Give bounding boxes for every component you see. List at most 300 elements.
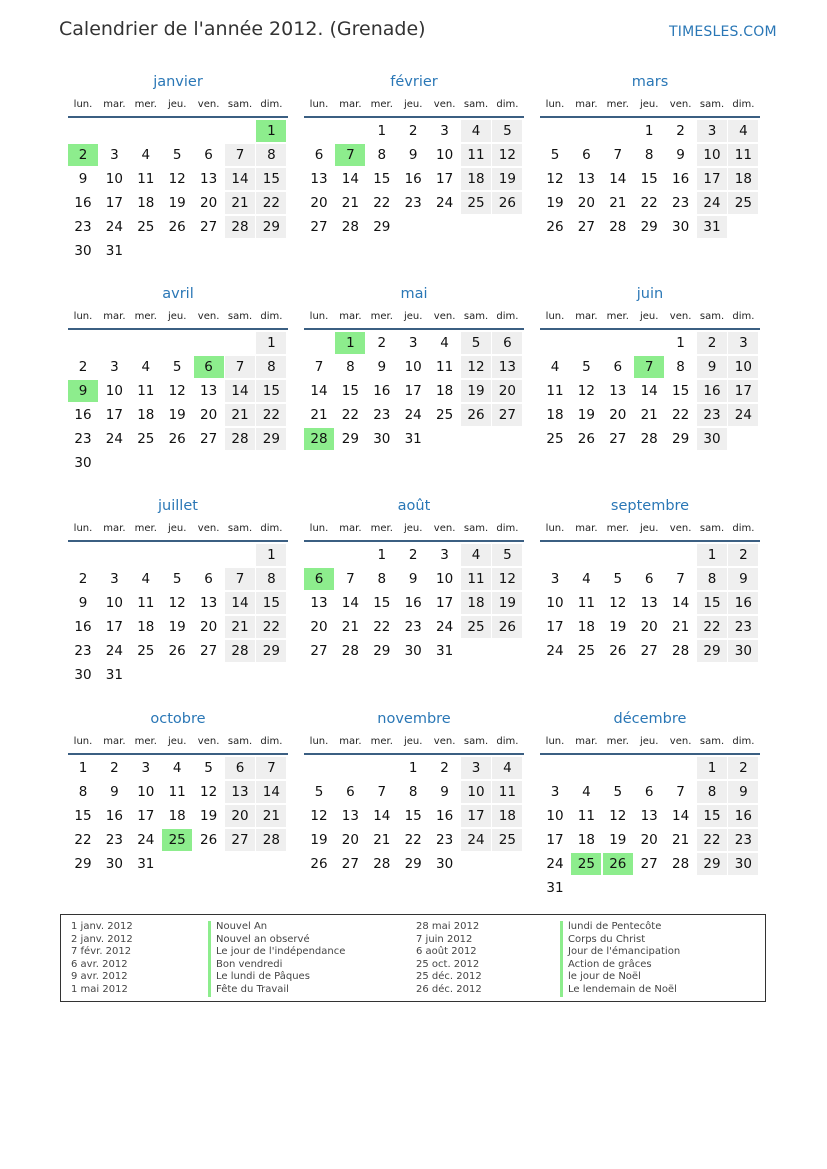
- day-cell: 17: [436, 595, 454, 611]
- month-name: décembre: [613, 711, 687, 727]
- day-cell: 7: [225, 568, 255, 590]
- weekday-header: mar.: [575, 736, 598, 747]
- day-cell: 22: [640, 195, 658, 211]
- day-cell: 5: [204, 760, 213, 776]
- weekday-header: dim.: [496, 99, 519, 110]
- day-cell: 17: [105, 195, 123, 211]
- day-cell: 12: [200, 784, 218, 800]
- legend-holiday-name: Action de grâces: [560, 959, 680, 972]
- day-cell: 20: [341, 832, 359, 848]
- day-cell: 16: [728, 805, 758, 827]
- day-cell: 24: [728, 404, 758, 426]
- day-cell: 22: [256, 192, 286, 214]
- day-cell: 4: [582, 784, 591, 800]
- day-cell: 30: [74, 243, 92, 259]
- day-cell: 12: [168, 383, 186, 399]
- weekday-header: mer.: [606, 523, 629, 534]
- day-cell: 30: [697, 428, 727, 450]
- day-cell: 8: [377, 147, 387, 163]
- day-cell: 13: [577, 171, 595, 187]
- day-cell: 15: [256, 168, 286, 190]
- weekday-header: jeu.: [403, 311, 423, 322]
- weekday-header: sam.: [463, 736, 489, 747]
- header-divider: [304, 328, 524, 330]
- day-cell: 19: [168, 619, 186, 635]
- day-cell: 19: [168, 195, 186, 211]
- weekday-header: ven.: [197, 736, 220, 747]
- day-cell: 11: [546, 383, 564, 399]
- day-cell: 21: [341, 195, 359, 211]
- day-cell: 26: [609, 643, 627, 659]
- weekday-header: dim.: [732, 736, 755, 747]
- day-cell: 25: [436, 407, 454, 423]
- weekday-header: lun.: [73, 311, 93, 322]
- day-cell: 20: [225, 805, 255, 827]
- holiday-day-cell: 25: [571, 853, 601, 875]
- weekday-header: mer.: [134, 311, 157, 322]
- weekday-header: ven.: [669, 99, 692, 110]
- legend-dates-right: [416, 921, 482, 997]
- day-cell: 13: [310, 171, 328, 187]
- day-cell: 11: [492, 781, 522, 803]
- day-cell: 12: [310, 808, 328, 824]
- day-cell: 14: [609, 171, 627, 187]
- day-cell: 21: [373, 832, 391, 848]
- weekday-header: dim.: [496, 523, 519, 534]
- day-cell: 26: [200, 832, 218, 848]
- weekday-header: ven.: [433, 523, 456, 534]
- day-cell: 3: [550, 571, 560, 587]
- day-cell: 16: [436, 808, 454, 824]
- day-cell: 19: [461, 380, 491, 402]
- day-cell: 16: [373, 383, 391, 399]
- day-cell: 6: [644, 784, 654, 800]
- day-cell: 15: [697, 805, 727, 827]
- day-cell: 20: [609, 407, 627, 423]
- weekday-header: jeu.: [639, 99, 659, 110]
- weekday-header: jeu.: [167, 523, 187, 534]
- day-cell: 16: [672, 171, 690, 187]
- day-cell: 26: [577, 431, 595, 447]
- month-name: juin: [636, 286, 664, 302]
- weekday-header: mer.: [370, 99, 393, 110]
- day-cell: 26: [461, 404, 491, 426]
- day-cell: 23: [404, 619, 422, 635]
- day-cell: 18: [168, 808, 186, 824]
- day-cell: 26: [310, 856, 328, 872]
- day-cell: 8: [377, 571, 387, 587]
- day-cell: 11: [577, 808, 595, 824]
- weekday-header: sam.: [227, 99, 253, 110]
- day-cell: 2: [440, 760, 449, 776]
- day-cell: 11: [137, 171, 155, 187]
- day-cell: 12: [546, 171, 564, 187]
- day-cell: 7: [613, 147, 623, 163]
- day-cell: 15: [74, 808, 92, 824]
- weekday-header: mar.: [103, 736, 126, 747]
- day-cell: 31: [404, 431, 422, 447]
- day-cell: 28: [256, 829, 286, 851]
- header-divider: [304, 753, 524, 755]
- day-cell: 28: [609, 219, 627, 235]
- legend-date: 9 avr. 2012: [71, 971, 128, 983]
- day-cell: 5: [613, 784, 623, 800]
- day-cell: 10: [105, 171, 123, 187]
- day-cell: 16: [74, 195, 92, 211]
- day-cell: 5: [172, 571, 182, 587]
- month-name: novembre: [377, 711, 451, 727]
- weekday-header: mer.: [606, 736, 629, 747]
- day-cell: 13: [492, 356, 522, 378]
- day-cell: 10: [546, 808, 564, 824]
- day-cell: 13: [640, 808, 658, 824]
- day-cell: 9: [110, 784, 119, 800]
- day-cell: 23: [74, 643, 92, 659]
- weekday-header: dim.: [732, 99, 755, 110]
- day-cell: 9: [408, 147, 418, 163]
- day-cell: 1: [256, 332, 286, 354]
- day-cell: 30: [436, 856, 454, 872]
- day-cell: 5: [172, 359, 182, 375]
- legend-date: 6 avr. 2012: [71, 958, 128, 970]
- day-cell: 25: [137, 219, 155, 235]
- day-cell: 20: [492, 380, 522, 402]
- day-cell: 15: [697, 592, 727, 614]
- day-cell: 5: [550, 147, 560, 163]
- day-cell: 18: [137, 407, 155, 423]
- header-divider: [68, 328, 288, 330]
- weekday-header: dim.: [496, 736, 519, 747]
- day-cell: 26: [168, 643, 186, 659]
- header-divider: [540, 116, 760, 118]
- header-divider: [68, 753, 288, 755]
- day-cell: 21: [310, 407, 328, 423]
- day-cell: 21: [672, 619, 690, 635]
- day-cell: 22: [373, 195, 391, 211]
- header-divider: [540, 328, 760, 330]
- day-cell: 20: [640, 619, 658, 635]
- day-cell: 13: [200, 171, 218, 187]
- day-cell: 27: [640, 856, 658, 872]
- day-cell: 24: [404, 407, 422, 423]
- day-cell: 15: [373, 171, 391, 187]
- day-cell: 27: [640, 643, 658, 659]
- weekday-header: mar.: [339, 523, 362, 534]
- weekday-header: sam.: [227, 311, 253, 322]
- day-cell: 15: [373, 595, 391, 611]
- day-cell: 19: [609, 832, 627, 848]
- weekday-header: ven.: [669, 523, 692, 534]
- legend-holiday-name: Le lendemain de Noël: [560, 984, 680, 997]
- day-cell: 20: [310, 619, 328, 635]
- legend-holiday-name: Nouvel An: [208, 921, 345, 934]
- day-cell: 16: [728, 592, 758, 614]
- weekday-header: dim.: [260, 523, 283, 534]
- weekday-header: mar.: [339, 736, 362, 747]
- weekday-header: mar.: [575, 523, 598, 534]
- day-cell: 5: [461, 332, 491, 354]
- legend-holiday-name: Nouvel an observé: [208, 934, 345, 947]
- weekday-header: sam.: [699, 523, 725, 534]
- weekday-header: sam.: [699, 311, 725, 322]
- day-cell: 21: [640, 407, 658, 423]
- day-cell: 4: [141, 571, 151, 587]
- day-cell: 31: [105, 667, 123, 683]
- day-cell: 3: [110, 571, 119, 587]
- day-cell: 16: [697, 380, 727, 402]
- day-cell: 19: [200, 808, 218, 824]
- weekday-header: sam.: [699, 736, 725, 747]
- day-cell: 1: [676, 335, 685, 351]
- day-cell: 14: [256, 781, 286, 803]
- day-cell: 3: [440, 547, 449, 563]
- day-cell: 5: [582, 359, 591, 375]
- day-cell: 7: [314, 359, 324, 375]
- day-cell: 10: [105, 595, 123, 611]
- day-cell: 14: [341, 171, 359, 187]
- day-cell: 3: [550, 784, 560, 800]
- day-cell: 26: [492, 616, 522, 638]
- weekday-header: ven.: [197, 99, 220, 110]
- day-cell: 11: [168, 784, 186, 800]
- day-cell: 15: [640, 171, 658, 187]
- day-cell: 3: [110, 147, 119, 163]
- day-cell: 8: [697, 568, 727, 590]
- holiday-day-cell: 25: [162, 829, 192, 851]
- day-cell: 18: [137, 195, 155, 211]
- legend-names-left: [208, 921, 345, 997]
- day-cell: 7: [225, 356, 255, 378]
- day-cell: 11: [461, 568, 491, 590]
- weekday-header: dim.: [260, 99, 283, 110]
- day-cell: 12: [461, 356, 491, 378]
- day-cell: 26: [546, 219, 564, 235]
- holiday-day-cell: 26: [603, 853, 633, 875]
- day-cell: 30: [105, 856, 123, 872]
- day-cell: 17: [137, 808, 155, 824]
- legend-date: 7 juin 2012: [416, 933, 473, 945]
- header-divider: [68, 540, 288, 542]
- day-cell: 10: [137, 784, 155, 800]
- day-cell: 7: [676, 784, 685, 800]
- day-cell: 14: [310, 383, 328, 399]
- weekday-header: jeu.: [639, 523, 659, 534]
- month-name: mars: [631, 74, 669, 90]
- day-cell: 15: [256, 380, 286, 402]
- day-cell: 12: [492, 144, 522, 166]
- weekday-header: mer.: [606, 99, 629, 110]
- day-cell: 3: [110, 359, 119, 375]
- day-cell: 23: [728, 616, 758, 638]
- weekday-header: sam.: [699, 99, 725, 110]
- day-cell: 3: [440, 123, 449, 139]
- day-cell: 19: [577, 407, 595, 423]
- month-name: septembre: [610, 498, 690, 514]
- day-cell: 6: [204, 147, 213, 163]
- day-cell: 24: [461, 829, 491, 851]
- legend-names-right: [560, 921, 680, 997]
- day-cell: 8: [256, 356, 286, 378]
- day-cell: 10: [436, 147, 454, 163]
- day-cell: 9: [408, 571, 418, 587]
- day-cell: 8: [78, 784, 88, 800]
- day-cell: 21: [341, 619, 359, 635]
- day-cell: 10: [461, 781, 491, 803]
- day-cell: 18: [461, 168, 491, 190]
- day-cell: 13: [200, 383, 218, 399]
- weekday-header: ven.: [197, 523, 220, 534]
- day-cell: 29: [256, 428, 286, 450]
- weekday-header: mar.: [575, 99, 598, 110]
- day-cell: 6: [492, 332, 522, 354]
- day-cell: 14: [225, 592, 255, 614]
- day-cell: 11: [137, 595, 155, 611]
- day-cell: 29: [74, 856, 92, 872]
- day-cell: 22: [697, 616, 727, 638]
- day-cell: 29: [256, 640, 286, 662]
- day-cell: 22: [256, 616, 286, 638]
- month-name: février: [390, 74, 438, 90]
- day-cell: 16: [74, 619, 92, 635]
- day-cell: 5: [492, 544, 522, 566]
- day-cell: 7: [346, 571, 355, 587]
- day-cell: 8: [676, 359, 685, 375]
- day-cell: 14: [341, 595, 359, 611]
- day-cell: 23: [74, 219, 92, 235]
- day-cell: 18: [546, 407, 564, 423]
- holiday-day-cell: 6: [304, 568, 334, 590]
- weekday-header: lun.: [73, 523, 93, 534]
- day-cell: 21: [225, 616, 255, 638]
- day-cell: 12: [168, 595, 186, 611]
- day-cell: 16: [404, 595, 422, 611]
- day-cell: 1: [256, 544, 286, 566]
- weekday-header: jeu.: [639, 311, 659, 322]
- day-cell: 24: [105, 219, 123, 235]
- month-name: avril: [162, 286, 194, 302]
- day-cell: 9: [377, 359, 387, 375]
- day-cell: 4: [461, 120, 491, 142]
- day-cell: 12: [609, 808, 627, 824]
- day-cell: 6: [582, 147, 591, 163]
- day-cell: 13: [341, 808, 359, 824]
- day-cell: 15: [341, 383, 359, 399]
- month-name: janvier: [153, 74, 203, 90]
- day-cell: 2: [676, 123, 685, 139]
- day-cell: 8: [408, 784, 418, 800]
- day-cell: 26: [168, 431, 186, 447]
- header-divider: [68, 116, 288, 118]
- day-cell: 13: [640, 595, 658, 611]
- day-cell: 9: [728, 781, 758, 803]
- legend-date: 26 déc. 2012: [416, 983, 482, 995]
- day-cell: 25: [546, 431, 564, 447]
- day-cell: 15: [672, 383, 690, 399]
- brand-link[interactable]: TIMESLES.COM: [669, 24, 777, 40]
- day-cell: 14: [672, 595, 690, 611]
- day-cell: 18: [577, 619, 595, 635]
- day-cell: 16: [404, 171, 422, 187]
- weekday-header: dim.: [260, 311, 283, 322]
- weekday-header: dim.: [260, 736, 283, 747]
- day-cell: 2: [110, 760, 119, 776]
- day-cell: 20: [310, 195, 328, 211]
- legend-date: 1 janv. 2012: [71, 921, 133, 932]
- day-cell: 19: [310, 832, 328, 848]
- day-cell: 10: [105, 383, 123, 399]
- day-cell: 23: [436, 832, 454, 848]
- day-cell: 1: [644, 123, 654, 139]
- day-cell: 30: [728, 853, 758, 875]
- day-cell: 29: [373, 219, 391, 235]
- day-cell: 9: [728, 568, 758, 590]
- day-cell: 24: [137, 832, 155, 848]
- day-cell: 21: [225, 404, 255, 426]
- header-divider: [304, 540, 524, 542]
- day-cell: 13: [200, 595, 218, 611]
- day-cell: 5: [492, 120, 522, 142]
- weekday-header: mer.: [370, 523, 393, 534]
- day-cell: 28: [341, 643, 359, 659]
- holiday-day-cell: 6: [194, 356, 224, 378]
- weekday-header: lun.: [309, 523, 329, 534]
- day-cell: 12: [492, 568, 522, 590]
- day-cell: 24: [436, 619, 454, 635]
- day-cell: 13: [225, 781, 255, 803]
- day-cell: 17: [436, 171, 454, 187]
- legend-date: 6 août 2012: [416, 946, 477, 958]
- day-cell: 7: [256, 757, 286, 779]
- weekday-header: mar.: [103, 99, 126, 110]
- day-cell: 23: [697, 404, 727, 426]
- day-cell: 31: [105, 243, 123, 259]
- weekday-header: mer.: [370, 311, 393, 322]
- day-cell: 8: [256, 568, 286, 590]
- day-cell: 27: [200, 643, 218, 659]
- day-cell: 29: [697, 853, 727, 875]
- day-cell: 6: [644, 571, 654, 587]
- month-name: août: [397, 498, 431, 514]
- day-cell: 27: [225, 829, 255, 851]
- weekday-header: mar.: [339, 311, 362, 322]
- day-cell: 3: [728, 332, 758, 354]
- weekday-header: mar.: [103, 523, 126, 534]
- day-cell: 31: [697, 216, 727, 238]
- weekday-header: ven.: [433, 311, 456, 322]
- day-cell: 21: [609, 195, 627, 211]
- day-cell: 4: [728, 120, 758, 142]
- day-cell: 25: [137, 431, 155, 447]
- day-cell: 29: [373, 643, 391, 659]
- day-cell: 9: [78, 595, 88, 611]
- day-cell: 12: [577, 383, 595, 399]
- holiday-day-cell: 7: [634, 356, 664, 378]
- day-cell: 23: [728, 829, 758, 851]
- day-cell: 1: [377, 123, 387, 139]
- day-cell: 23: [105, 832, 123, 848]
- day-cell: 27: [492, 404, 522, 426]
- day-cell: 18: [436, 383, 454, 399]
- weekday-header: ven.: [669, 311, 692, 322]
- day-cell: 28: [373, 856, 391, 872]
- day-cell: 2: [408, 547, 418, 563]
- day-cell: 11: [137, 383, 155, 399]
- day-cell: 27: [310, 219, 328, 235]
- day-cell: 4: [440, 335, 449, 351]
- weekday-header: mar.: [575, 311, 598, 322]
- day-cell: 2: [377, 335, 387, 351]
- day-cell: 12: [168, 171, 186, 187]
